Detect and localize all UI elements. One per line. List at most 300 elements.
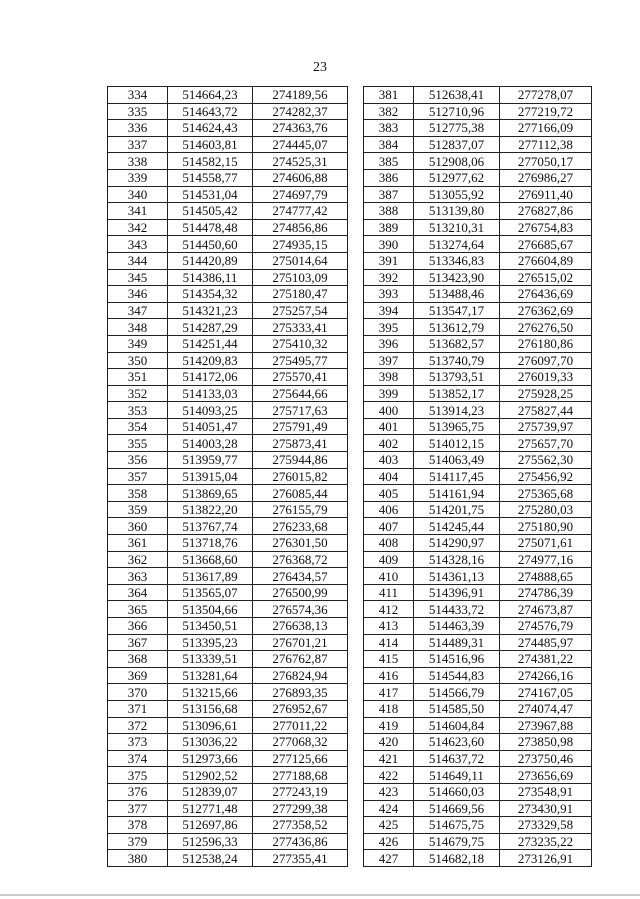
x-coordinate-cell: 514489,31 [414, 634, 500, 651]
point-number-cell: 406 [364, 501, 414, 518]
table-row [364, 335, 592, 352]
y-coordinate-cell: 274167,05 [500, 684, 592, 701]
point-number-cell: 357 [108, 468, 168, 485]
x-coordinate-cell: 513612,79 [414, 319, 500, 336]
x-coordinate-cell: 514433,72 [414, 601, 500, 618]
table-row [108, 203, 348, 220]
point-number-cell: 388 [364, 203, 414, 220]
table-row [364, 783, 592, 800]
x-coordinate-cell: 514516,96 [414, 651, 500, 668]
point-number-cell: 380 [108, 850, 168, 867]
table-row [364, 369, 592, 386]
x-coordinate-cell: 513718,76 [168, 535, 253, 552]
x-coordinate-cell: 514531,04 [168, 186, 253, 203]
x-coordinate-cell: 514361,13 [414, 568, 500, 585]
table-row [108, 800, 348, 817]
point-number-cell: 396 [364, 335, 414, 352]
x-coordinate-cell: 513822,20 [168, 501, 253, 518]
table-row [108, 269, 348, 286]
table-row [364, 767, 592, 784]
table-row [108, 601, 348, 618]
table-row [364, 252, 592, 269]
x-coordinate-cell: 514117,45 [414, 468, 500, 485]
point-number-cell: 382 [364, 103, 414, 120]
point-number-cell: 378 [108, 817, 168, 834]
table-row [364, 501, 592, 518]
x-coordinate-cell: 512902,52 [168, 767, 253, 784]
point-number-cell: 391 [364, 252, 414, 269]
table-row [108, 485, 348, 502]
x-coordinate-cell: 514637,72 [414, 750, 500, 767]
point-number-cell: 345 [108, 269, 168, 286]
y-coordinate-cell: 276952,67 [253, 700, 348, 717]
point-number-cell: 339 [108, 169, 168, 186]
y-coordinate-cell: 277278,07 [500, 87, 592, 104]
y-coordinate-cell: 277358,52 [253, 817, 348, 834]
y-coordinate-cell: 273850,98 [500, 734, 592, 751]
x-coordinate-cell: 513339,51 [168, 651, 253, 668]
table-row [108, 302, 348, 319]
x-coordinate-cell: 512973,66 [168, 750, 253, 767]
point-number-cell: 366 [108, 618, 168, 635]
y-coordinate-cell: 275570,41 [253, 369, 348, 386]
x-coordinate-cell: 513423,90 [414, 269, 500, 286]
y-coordinate-cell: 275456,92 [500, 468, 592, 485]
point-number-cell: 358 [108, 485, 168, 502]
y-coordinate-cell: 274697,79 [253, 186, 348, 203]
point-number-cell: 413 [364, 618, 414, 635]
x-coordinate-cell: 514558,77 [168, 169, 253, 186]
point-number-cell: 334 [108, 87, 168, 104]
point-number-cell: 350 [108, 352, 168, 369]
table-row [108, 767, 348, 784]
y-coordinate-cell: 276301,50 [253, 535, 348, 552]
table-row [108, 236, 348, 253]
x-coordinate-cell: 514386,11 [168, 269, 253, 286]
y-coordinate-cell: 273548,91 [500, 783, 592, 800]
y-coordinate-cell: 276754,83 [500, 219, 592, 236]
y-coordinate-cell: 276276,50 [500, 319, 592, 336]
x-coordinate-cell: 513565,07 [168, 584, 253, 601]
y-coordinate-cell: 277011,22 [253, 717, 348, 734]
y-coordinate-cell: 274445,07 [253, 136, 348, 153]
point-number-cell: 417 [364, 684, 414, 701]
table-row [108, 535, 348, 552]
x-coordinate-cell: 514643,72 [168, 103, 253, 120]
y-coordinate-cell: 274189,56 [253, 87, 348, 104]
x-coordinate-cell: 514328,16 [414, 551, 500, 568]
y-coordinate-cell: 274525,31 [253, 153, 348, 170]
x-coordinate-cell: 514251,44 [168, 335, 253, 352]
point-number-cell: 384 [364, 136, 414, 153]
x-coordinate-cell: 513096,61 [168, 717, 253, 734]
x-coordinate-cell: 514660,03 [414, 783, 500, 800]
point-number-cell: 385 [364, 153, 414, 170]
y-coordinate-cell: 277219,72 [500, 103, 592, 120]
table-row [108, 667, 348, 684]
table-row [108, 651, 348, 668]
y-coordinate-cell: 274977,16 [500, 551, 592, 568]
y-coordinate-cell: 277125,66 [253, 750, 348, 767]
x-coordinate-cell: 513281,64 [168, 667, 253, 684]
table-row [364, 186, 592, 203]
table-row [108, 817, 348, 834]
point-number-cell: 346 [108, 286, 168, 303]
table-row [108, 352, 348, 369]
x-coordinate-cell: 514582,15 [168, 153, 253, 170]
x-coordinate-cell: 514623,60 [414, 734, 500, 751]
x-coordinate-cell: 514012,15 [414, 435, 500, 452]
table-row [364, 452, 592, 469]
x-coordinate-cell: 513617,89 [168, 568, 253, 585]
x-coordinate-cell: 513210,31 [414, 219, 500, 236]
x-coordinate-cell: 513450,51 [168, 618, 253, 635]
table-row [364, 319, 592, 336]
y-coordinate-cell: 274282,37 [253, 103, 348, 120]
y-coordinate-cell: 274777,42 [253, 203, 348, 220]
point-number-cell: 422 [364, 767, 414, 784]
table-row [108, 219, 348, 236]
point-number-cell: 416 [364, 667, 414, 684]
y-coordinate-cell: 276574,36 [253, 601, 348, 618]
y-coordinate-cell: 275071,61 [500, 535, 592, 552]
point-number-cell: 338 [108, 153, 168, 170]
table-row [364, 286, 592, 303]
x-coordinate-cell: 512596,33 [168, 833, 253, 850]
y-coordinate-cell: 276762,87 [253, 651, 348, 668]
y-coordinate-cell: 276019,33 [500, 369, 592, 386]
table-row [364, 153, 592, 170]
point-number-cell: 386 [364, 169, 414, 186]
y-coordinate-cell: 274673,87 [500, 601, 592, 618]
y-coordinate-cell: 276097,70 [500, 352, 592, 369]
coordinates-table-right [363, 86, 592, 867]
table-row [364, 551, 592, 568]
table-row [108, 850, 348, 867]
y-coordinate-cell: 275257,54 [253, 302, 348, 319]
x-coordinate-cell: 513274,64 [414, 236, 500, 253]
table-row [364, 169, 592, 186]
table-row [364, 485, 592, 502]
y-coordinate-cell: 276434,57 [253, 568, 348, 585]
point-number-cell: 411 [364, 584, 414, 601]
point-number-cell: 426 [364, 833, 414, 850]
table-row [364, 535, 592, 552]
point-number-cell: 363 [108, 568, 168, 585]
y-coordinate-cell: 275180,47 [253, 286, 348, 303]
point-number-cell: 400 [364, 402, 414, 419]
point-number-cell: 398 [364, 369, 414, 386]
y-coordinate-cell: 275495,77 [253, 352, 348, 369]
y-coordinate-cell: 274266,16 [500, 667, 592, 684]
x-coordinate-cell: 514463,39 [414, 618, 500, 635]
y-coordinate-cell: 275180,90 [500, 518, 592, 535]
y-coordinate-cell: 276515,02 [500, 269, 592, 286]
point-number-cell: 402 [364, 435, 414, 452]
y-coordinate-cell: 274074,47 [500, 700, 592, 717]
point-number-cell: 340 [108, 186, 168, 203]
table-row [364, 236, 592, 253]
y-coordinate-cell: 275644,66 [253, 385, 348, 402]
table-row [364, 717, 592, 734]
y-coordinate-cell: 276015,82 [253, 468, 348, 485]
y-coordinate-cell: 275739,97 [500, 418, 592, 435]
x-coordinate-cell: 512710,96 [414, 103, 500, 120]
table-row [364, 584, 592, 601]
table-row [108, 286, 348, 303]
point-number-cell: 404 [364, 468, 414, 485]
y-coordinate-cell: 274606,88 [253, 169, 348, 186]
x-coordinate-cell: 514172,06 [168, 369, 253, 386]
x-coordinate-cell: 513395,23 [168, 634, 253, 651]
table-row [108, 717, 348, 734]
x-coordinate-cell: 512977,62 [414, 169, 500, 186]
point-number-cell: 421 [364, 750, 414, 767]
point-number-cell: 401 [364, 418, 414, 435]
point-number-cell: 407 [364, 518, 414, 535]
y-coordinate-cell: 277112,38 [500, 136, 592, 153]
x-coordinate-cell: 514354,32 [168, 286, 253, 303]
x-coordinate-cell: 512638,41 [414, 87, 500, 104]
point-number-cell: 377 [108, 800, 168, 817]
table-row [364, 435, 592, 452]
y-coordinate-cell: 277355,41 [253, 850, 348, 867]
x-coordinate-cell: 514624,43 [168, 120, 253, 137]
y-coordinate-cell: 273329,58 [500, 817, 592, 834]
x-coordinate-cell: 514321,23 [168, 302, 253, 319]
x-coordinate-cell: 514585,50 [414, 700, 500, 717]
y-coordinate-cell: 275333,41 [253, 319, 348, 336]
table-row [108, 120, 348, 137]
x-coordinate-cell: 514505,42 [168, 203, 253, 220]
table-row [364, 352, 592, 369]
point-number-cell: 374 [108, 750, 168, 767]
point-number-cell: 344 [108, 252, 168, 269]
x-coordinate-cell: 514287,29 [168, 319, 253, 336]
point-number-cell: 355 [108, 435, 168, 452]
point-number-cell: 360 [108, 518, 168, 535]
table-row [364, 667, 592, 684]
point-number-cell: 399 [364, 385, 414, 402]
y-coordinate-cell: 276893,35 [253, 684, 348, 701]
x-coordinate-cell: 514161,94 [414, 485, 500, 502]
y-coordinate-cell: 274935,15 [253, 236, 348, 253]
point-number-cell: 372 [108, 717, 168, 734]
point-number-cell: 348 [108, 319, 168, 336]
y-coordinate-cell: 277068,32 [253, 734, 348, 751]
y-coordinate-cell: 277050,17 [500, 153, 592, 170]
y-coordinate-cell: 274363,76 [253, 120, 348, 137]
table-row [108, 319, 348, 336]
point-number-cell: 362 [108, 551, 168, 568]
table-row [364, 136, 592, 153]
y-coordinate-cell: 277243,19 [253, 783, 348, 800]
table-row [364, 468, 592, 485]
point-number-cell: 351 [108, 369, 168, 386]
table-row [364, 833, 592, 850]
point-number-cell: 335 [108, 103, 168, 120]
table-row [364, 850, 592, 867]
table-row [108, 833, 348, 850]
table-row [364, 219, 592, 236]
point-number-cell: 420 [364, 734, 414, 751]
y-coordinate-cell: 276911,40 [500, 186, 592, 203]
table-row [364, 651, 592, 668]
x-coordinate-cell: 514245,44 [414, 518, 500, 535]
x-coordinate-cell: 514209,83 [168, 352, 253, 369]
table-row [364, 800, 592, 817]
point-number-cell: 392 [364, 269, 414, 286]
x-coordinate-cell: 514290,97 [414, 535, 500, 552]
y-coordinate-cell: 276155,79 [253, 501, 348, 518]
table-row [364, 684, 592, 701]
table-row [108, 568, 348, 585]
y-coordinate-cell: 273126,91 [500, 850, 592, 867]
x-coordinate-cell: 513869,65 [168, 485, 253, 502]
point-number-cell: 387 [364, 186, 414, 203]
y-coordinate-cell: 276500,99 [253, 584, 348, 601]
point-number-cell: 414 [364, 634, 414, 651]
point-number-cell: 365 [108, 601, 168, 618]
y-coordinate-cell: 273967,88 [500, 717, 592, 734]
point-number-cell: 370 [108, 684, 168, 701]
y-coordinate-cell: 276604,89 [500, 252, 592, 269]
y-coordinate-cell: 277166,09 [500, 120, 592, 137]
table-row [108, 518, 348, 535]
table-row [364, 418, 592, 435]
table-row [364, 618, 592, 635]
point-number-cell: 371 [108, 700, 168, 717]
point-number-cell: 419 [364, 717, 414, 734]
table-row [108, 700, 348, 717]
y-coordinate-cell: 275928,25 [500, 385, 592, 402]
table-row [108, 385, 348, 402]
y-coordinate-cell: 273750,46 [500, 750, 592, 767]
point-number-cell: 409 [364, 551, 414, 568]
y-coordinate-cell: 274856,86 [253, 219, 348, 236]
table-row [108, 435, 348, 452]
y-coordinate-cell: 274485,97 [500, 634, 592, 651]
y-coordinate-cell: 276824,94 [253, 667, 348, 684]
y-coordinate-cell: 276986,27 [500, 169, 592, 186]
point-number-cell: 343 [108, 236, 168, 253]
y-coordinate-cell: 276362,69 [500, 302, 592, 319]
table-row [364, 402, 592, 419]
x-coordinate-cell: 514063,49 [414, 452, 500, 469]
point-number-cell: 410 [364, 568, 414, 585]
point-number-cell: 337 [108, 136, 168, 153]
table-row [108, 783, 348, 800]
point-number-cell: 342 [108, 219, 168, 236]
point-number-cell: 336 [108, 120, 168, 137]
y-coordinate-cell: 275365,68 [500, 485, 592, 502]
x-coordinate-cell: 513547,17 [414, 302, 500, 319]
y-coordinate-cell: 274576,79 [500, 618, 592, 635]
table-row [108, 186, 348, 203]
x-coordinate-cell: 513346,83 [414, 252, 500, 269]
y-coordinate-cell: 274381,22 [500, 651, 592, 668]
y-coordinate-cell: 276368,72 [253, 551, 348, 568]
x-coordinate-cell: 514649,11 [414, 767, 500, 784]
y-coordinate-cell: 275944,86 [253, 452, 348, 469]
x-coordinate-cell: 512697,86 [168, 817, 253, 834]
x-coordinate-cell: 514133,03 [168, 385, 253, 402]
table-row [364, 120, 592, 137]
x-coordinate-cell: 513055,92 [414, 186, 500, 203]
page-number: 23 [313, 60, 327, 75]
x-coordinate-cell: 514679,75 [414, 833, 500, 850]
point-number-cell: 423 [364, 783, 414, 800]
x-coordinate-cell: 514675,75 [414, 817, 500, 834]
y-coordinate-cell: 275562,30 [500, 452, 592, 469]
table-row [108, 684, 348, 701]
point-number-cell: 361 [108, 535, 168, 552]
x-coordinate-cell: 514093,25 [168, 402, 253, 419]
point-number-cell: 412 [364, 601, 414, 618]
y-coordinate-cell: 275280,03 [500, 501, 592, 518]
y-coordinate-cell: 274888,65 [500, 568, 592, 585]
table-row [108, 103, 348, 120]
y-coordinate-cell: 275410,32 [253, 335, 348, 352]
x-coordinate-cell: 513215,66 [168, 684, 253, 701]
x-coordinate-cell: 512837,07 [414, 136, 500, 153]
table-row [108, 169, 348, 186]
y-coordinate-cell: 273430,91 [500, 800, 592, 817]
point-number-cell: 364 [108, 584, 168, 601]
point-number-cell: 395 [364, 319, 414, 336]
table-row [364, 87, 592, 104]
x-coordinate-cell: 514003,28 [168, 435, 253, 452]
x-coordinate-cell: 513793,51 [414, 369, 500, 386]
x-coordinate-cell: 512908,06 [414, 153, 500, 170]
point-number-cell: 397 [364, 352, 414, 369]
table-row [108, 468, 348, 485]
x-coordinate-cell: 513036,22 [168, 734, 253, 751]
x-coordinate-cell: 512839,07 [168, 783, 253, 800]
table-row [108, 551, 348, 568]
table-row [364, 302, 592, 319]
y-coordinate-cell: 277436,86 [253, 833, 348, 850]
y-coordinate-cell: 273235,22 [500, 833, 592, 850]
x-coordinate-cell: 514664,23 [168, 87, 253, 104]
table-row [108, 369, 348, 386]
point-number-cell: 375 [108, 767, 168, 784]
table-row [364, 203, 592, 220]
y-coordinate-cell: 276638,13 [253, 618, 348, 635]
table-row [108, 750, 348, 767]
point-number-cell: 405 [364, 485, 414, 502]
table-row [364, 750, 592, 767]
x-coordinate-cell: 513139,80 [414, 203, 500, 220]
y-coordinate-cell: 276701,21 [253, 634, 348, 651]
y-coordinate-cell: 276685,67 [500, 236, 592, 253]
x-coordinate-cell: 513767,74 [168, 518, 253, 535]
table-row [364, 103, 592, 120]
table-row [364, 385, 592, 402]
x-coordinate-cell: 513959,77 [168, 452, 253, 469]
point-number-cell: 389 [364, 219, 414, 236]
point-number-cell: 393 [364, 286, 414, 303]
table-row [364, 817, 592, 834]
table-row [108, 153, 348, 170]
y-coordinate-cell: 275791,49 [253, 418, 348, 435]
point-number-cell: 369 [108, 667, 168, 684]
x-coordinate-cell: 514450,60 [168, 236, 253, 253]
point-number-cell: 373 [108, 734, 168, 751]
x-coordinate-cell: 513504,66 [168, 601, 253, 618]
y-coordinate-cell: 276180,86 [500, 335, 592, 352]
x-coordinate-cell: 513488,46 [414, 286, 500, 303]
